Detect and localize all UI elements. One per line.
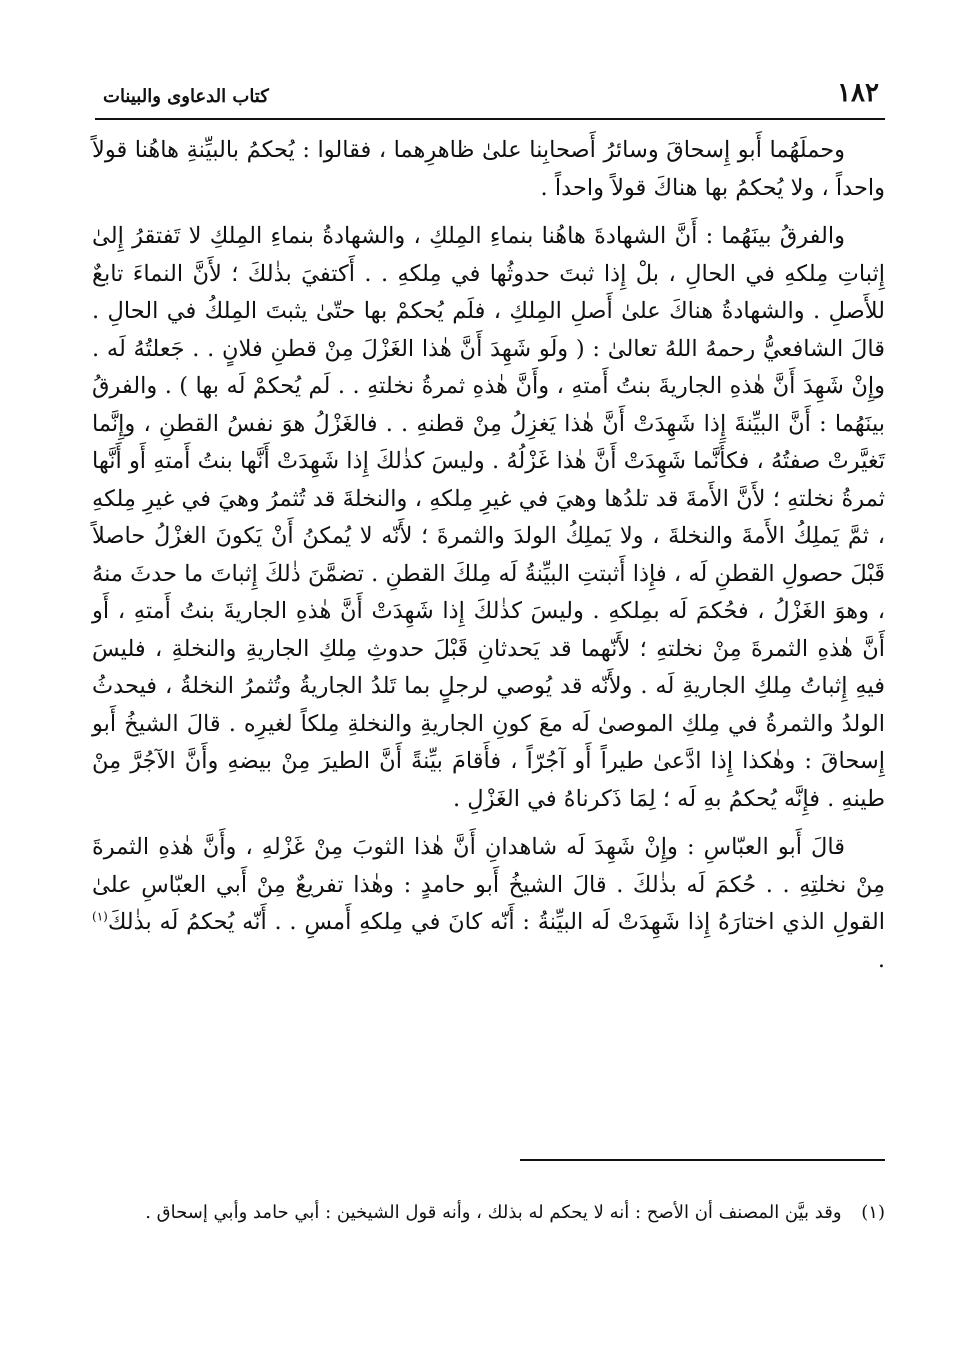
paragraph: وحملَهُما أَبو إِسحاقَ وسائرُ أَصحابِنا علىٰ ظاهرِهما ، فقالوا : يُحكمُ بالبيِّنةِ هاهُنا قولاً واحداً ، ولا يُحكمُ بها هناكَ قولاً واحداً .: [92, 137, 885, 201]
footnote-separator: [520, 1159, 885, 1161]
paragraph: والفرقُ بينَهُما : أَنَّ الشهادةَ هاهُنا بنماءِ المِلكِ ، والشهادةُ بنماءِ المِلكِ لا تَفتقرُ إِلىٰ إِثباتِ مِلكهِ في الحالِ ، بلْ إِذا ثبتَ حدوثُها في مِلكهِ . . أَكتفيَ بذٰلكَ ؛ لأَنَّ النماءَ تابعٌ للأَصلِ . والشهادةُ هناكَ علىٰ أَصلِ المِلكِ ، فلَم يُحكمْ بها حتّىٰ يثبتَ المِلكُ في الحالِ . قالَ الشافعيُّ رحمهُ اللهُ تعالىٰ : ( ولَو شَهِدَ أَنَّ هٰذا الغَزْلَ مِنْ قطنِ فلانٍ . . جَعلتُهُ لَه . وإِنْ شَهِدَ أَنَّ هٰذهِ الجاريةَ بنتُ أَمتهِ ، وأَنَّ هٰذهِ ثمرةُ نخلتهِ . . لَم يُحكمْ لَه بها ) . والفرقُ بينَهُما : أَنَّ البيِّنةَ إِذا شَهِدَتْ أَنَّ هٰذا يَغزِلُ مِنْ قطنهِ . . فالغَزْلُ هوَ نفسُ القطنِ ، وإِنَّما تَغيَّرتْ صفتُهُ ، فكأَنَّما شَهِدَتْ أَنَّ هٰذا غَزْلُهُ . وليسَ كذٰلكَ إِذا شَهِدَتْ أَنَّها بنتُ أَمتهِ أَو أَنَّها ثمرةُ نخلتهِ ؛ لأَنَّ الأَمةَ قد تلدُها وهيَ في غيرِ مِلكهِ ، والنخلةَ قد تُثمرُ وهيَ في غيرِ مِلكهِ ، ثمَّ يَملِكُ الأَمةَ والنخلةَ ، ولا يَملِكُ الولدَ والثمرةَ ؛ لأَنّه لا يُمكنُ أَنْ يَكونَ الغزْلُ حاصلاً قَبْلَ حصولِ القطنِ لَه ، فإِذا أَثبتتِ البيِّنةُ لَه مِلكَ القطنِ . تضمَّنَ ذٰلكَ إِثباتَ ما حدثَ منهُ ، وهوَ الغَزْلُ ، فحُكمَ لَه بمِلكهِ . وليسَ كذٰلكَ إِذا شَهِدَتْ أَنَّ هٰذهِ الجاريةَ بنتُ أَمتهِ ، أَو أَنَّ هٰذهِ الثمرةَ مِنْ نخلتهِ ؛ لأَنّهما قد يَحدثانِ قَبْلَ حدوثِ مِلكِ الجاريةِ والنخلةِ ، فليسَ فيهِ إِثباتُ مِلكِ الجاريةِ لَه . ولأَنّه قد يُوصي لرجلٍ بما تَلدُ الجاريةُ وتُثمرُ النخلةُ ، فيحدثُ الولدُ والثمرةُ في مِلكِ الموصىٰ لَه معَ كونِ الجاريةِ والنخلةِ مِلكاً لغيرِه . قالَ الشيخُ أَبو إِسحاقَ : وهٰكذا إِذا ادَّعىٰ طيراً أَو آجُرّاً ، فأَقامَ بيِّنةً أَنَّ الطيرَ مِنْ بيضهِ وأَنَّ الآجُرَّ مِنْ طينهِ . فإِنَّه يُحكمُ بهِ لَه ؛ لِمَا ذَكرناهُ في الغَزْلِ .: [92, 223, 885, 812]
page-header: [95, 78, 885, 120]
paragraph: [92, 829, 885, 979]
paragraph-ending: .: [877, 946, 885, 973]
footnote-marker: (١): [861, 1202, 885, 1223]
main-text: [92, 132, 885, 979]
footnote: [110, 1196, 885, 1230]
paragraph-text: قالَ أَبو العبّاسِ : وإِنْ شَهِدَ لَه شاهدانِ أَنَّ هٰذا الثوبَ مِنْ غَزْلهِ ، وأَنَّ هٰذهِ الثمرةَ مِنْ نخلتِهِ . . حُكمَ لَه بذٰلكَ . قالَ الشيخُ أَبو حامدٍ : وهٰذا تفريعٌ مِنْ أَبي العبّاسِ علىٰ القولِ الذي اختارَهُ إِذا شَهِدَتْ لَه البيِّنةُ : أَنّه كانَ في مِلكهِ أَمسِ . . أَنّه يُحكمُ لَه بذٰلكَ: [92, 834, 885, 935]
footnote-text: وقد بيَّن المصنف أن الأصح : أنه لا يحكم له بذلك ، وأنه قول الشيخين : أبي حامد وأبي إسحاق .: [145, 1202, 842, 1223]
page-number: ١٨٢: [837, 78, 879, 108]
running-title: كتاب الدعاوى والبينات: [103, 86, 269, 107]
footnote-reference[interactable]: (١): [92, 909, 108, 924]
